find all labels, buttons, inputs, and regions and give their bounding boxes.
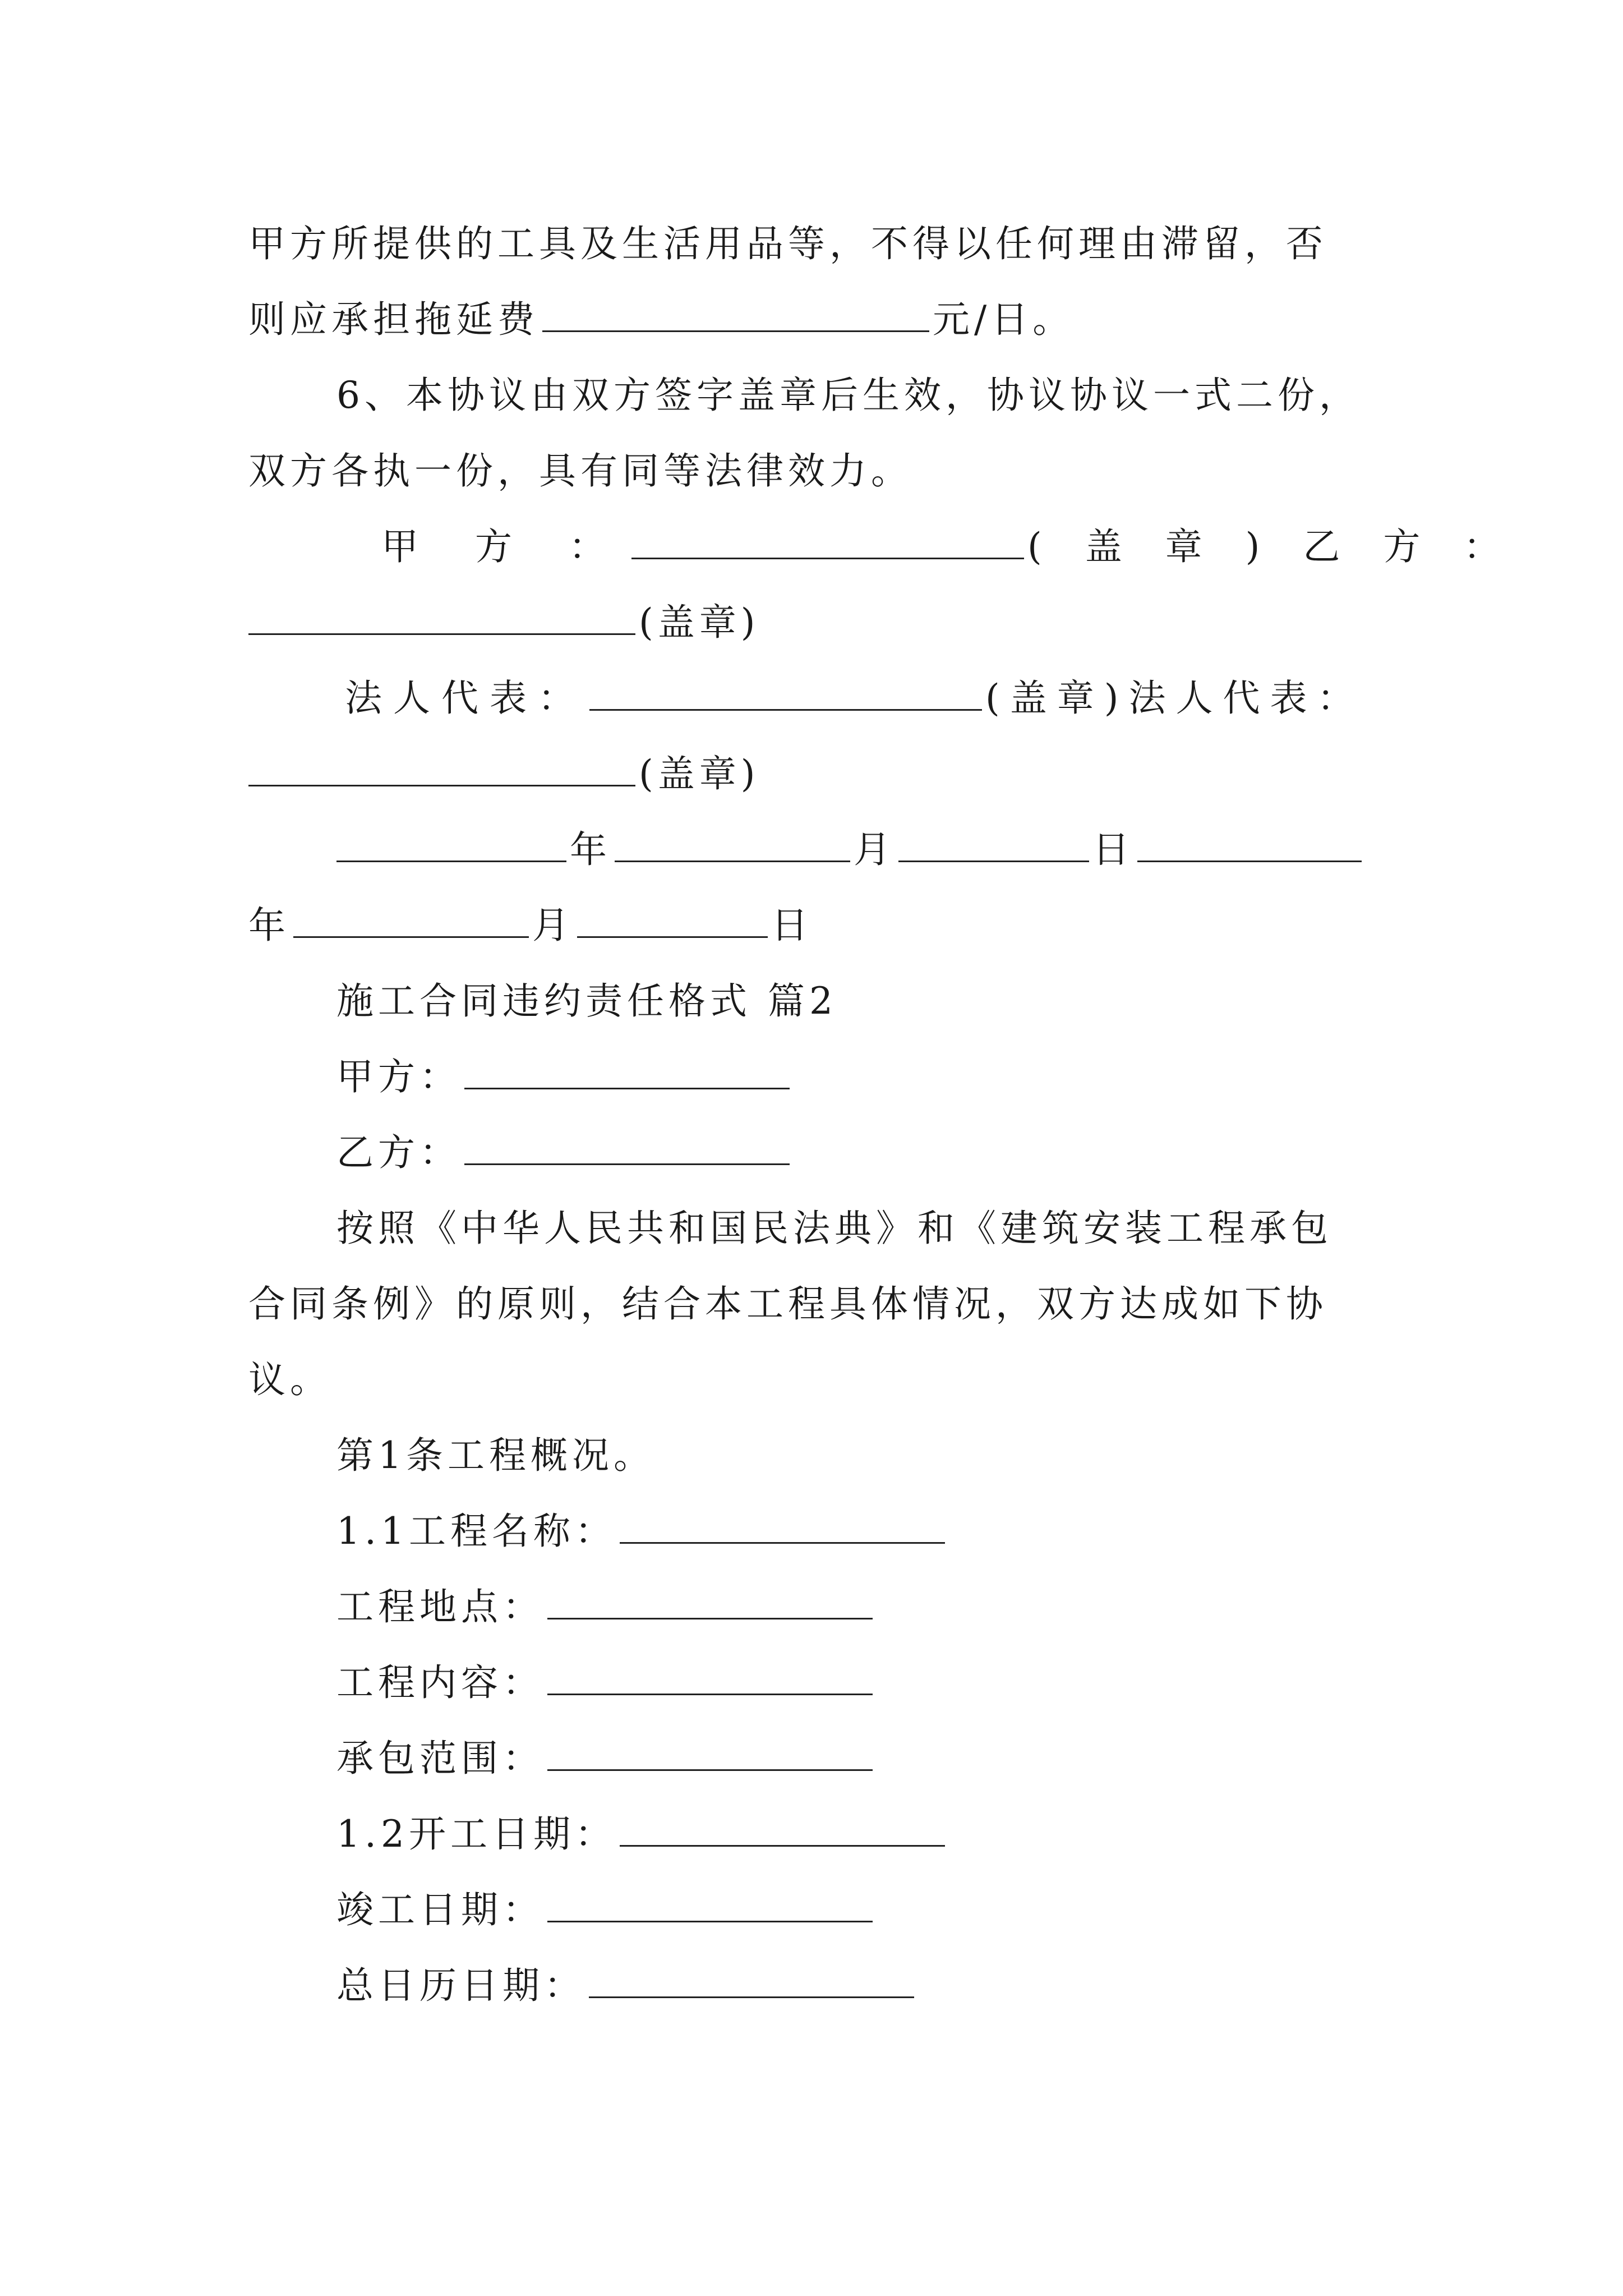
text-line — [248, 295, 1393, 345]
form-field-line — [336, 1506, 1393, 1557]
text-line — [336, 1203, 1393, 1254]
fill-blank — [547, 1888, 873, 1922]
heading-text: 施工合同违约责任格式 篇2 — [336, 979, 837, 1023]
line-text: 议。 — [248, 1358, 331, 1401]
fill-blank — [615, 828, 850, 862]
line-text: 双方各执一份，具有同等法律效力。 — [248, 449, 912, 493]
fill-blank — [547, 1661, 873, 1695]
fill-blank — [631, 525, 1024, 559]
text-line — [336, 1128, 1393, 1178]
field-label: 工程地点： — [336, 1585, 544, 1628]
form-field-line — [336, 1582, 1393, 1632]
line-text: 按照《中华人民共和国民法典》和《建筑安装工程承包 — [336, 1207, 1332, 1250]
month-label: 月 — [854, 828, 895, 871]
day-label: 日 — [771, 904, 813, 947]
seal-label: (盖章) — [639, 752, 760, 795]
fill-blank — [577, 904, 768, 938]
date-line — [336, 825, 1393, 875]
fill-blank — [464, 1055, 790, 1089]
signature-line — [248, 597, 1393, 648]
line-text: 甲方所提供的工具及生活用品等，不得以任何理由滞留，否 — [248, 222, 1327, 265]
text-line — [336, 1052, 1393, 1102]
signature-line — [381, 522, 1516, 572]
text-line — [336, 370, 1393, 421]
fill-blank — [620, 1812, 945, 1847]
party-b-label: 乙方： — [336, 1131, 461, 1174]
seal-party-b-label: ( 盖 章 ) 乙 方 ： — [1027, 525, 1516, 568]
text-line — [336, 1430, 1393, 1481]
text-line — [248, 1279, 1393, 1329]
field-label: 工程内容： — [336, 1661, 544, 1704]
field-label: 承包范围： — [336, 1737, 544, 1780]
form-field-line — [336, 1809, 1393, 1860]
signature-line — [248, 749, 1393, 799]
fill-blank — [898, 828, 1089, 862]
form-field-line — [336, 1885, 1393, 1935]
fill-blank — [248, 752, 635, 786]
line-text: 元/日。 — [933, 298, 1075, 341]
fill-blank — [464, 1131, 790, 1165]
field-label: 1.1工程名称： — [336, 1510, 616, 1553]
year-label: 年 — [570, 828, 611, 871]
year-label: 年 — [248, 904, 290, 947]
signature-line — [345, 673, 1393, 724]
fill-blank — [542, 298, 929, 332]
text-line — [248, 1355, 1393, 1405]
fill-blank — [620, 1510, 945, 1544]
form-field-line — [336, 1961, 1393, 2011]
line-text: 则应承担拖延费 — [248, 298, 539, 341]
date-line — [248, 900, 1393, 951]
line-text: 合同条例》的原则，结合本工程具体情况，双方达成如下协 — [248, 1282, 1327, 1326]
text-line — [248, 446, 1393, 496]
month-label: 月 — [532, 904, 574, 947]
line-text: 第1条工程概况。 — [336, 1434, 655, 1477]
section-heading — [336, 976, 1393, 1027]
fill-blank — [547, 1585, 873, 1619]
fill-blank — [248, 601, 635, 635]
seal-legal-rep-label: (盖章)法人代表： — [985, 677, 1364, 720]
fill-blank — [1137, 828, 1362, 862]
text-line — [248, 219, 1393, 269]
party-a-label: 甲 方 ： — [381, 525, 628, 568]
field-label: 总日历日期： — [336, 1964, 585, 2007]
party-a-label: 甲方： — [336, 1055, 461, 1098]
fill-blank — [589, 677, 982, 711]
form-field-line — [336, 1658, 1393, 1708]
field-label: 1.2开工日期： — [336, 1812, 616, 1856]
legal-rep-label: 法人代表： — [345, 677, 586, 720]
seal-label: (盖章) — [639, 601, 760, 644]
form-field-line — [336, 1733, 1393, 1784]
field-label: 竣工日期： — [336, 1888, 544, 1931]
fill-blank — [589, 1964, 914, 1998]
line-text: 6、本协议由双方签字盖章后生效，协议协议一式二份， — [336, 374, 1361, 417]
fill-blank — [293, 904, 529, 938]
fill-blank — [336, 828, 566, 862]
day-label: 日 — [1092, 828, 1134, 871]
fill-blank — [547, 1737, 873, 1771]
